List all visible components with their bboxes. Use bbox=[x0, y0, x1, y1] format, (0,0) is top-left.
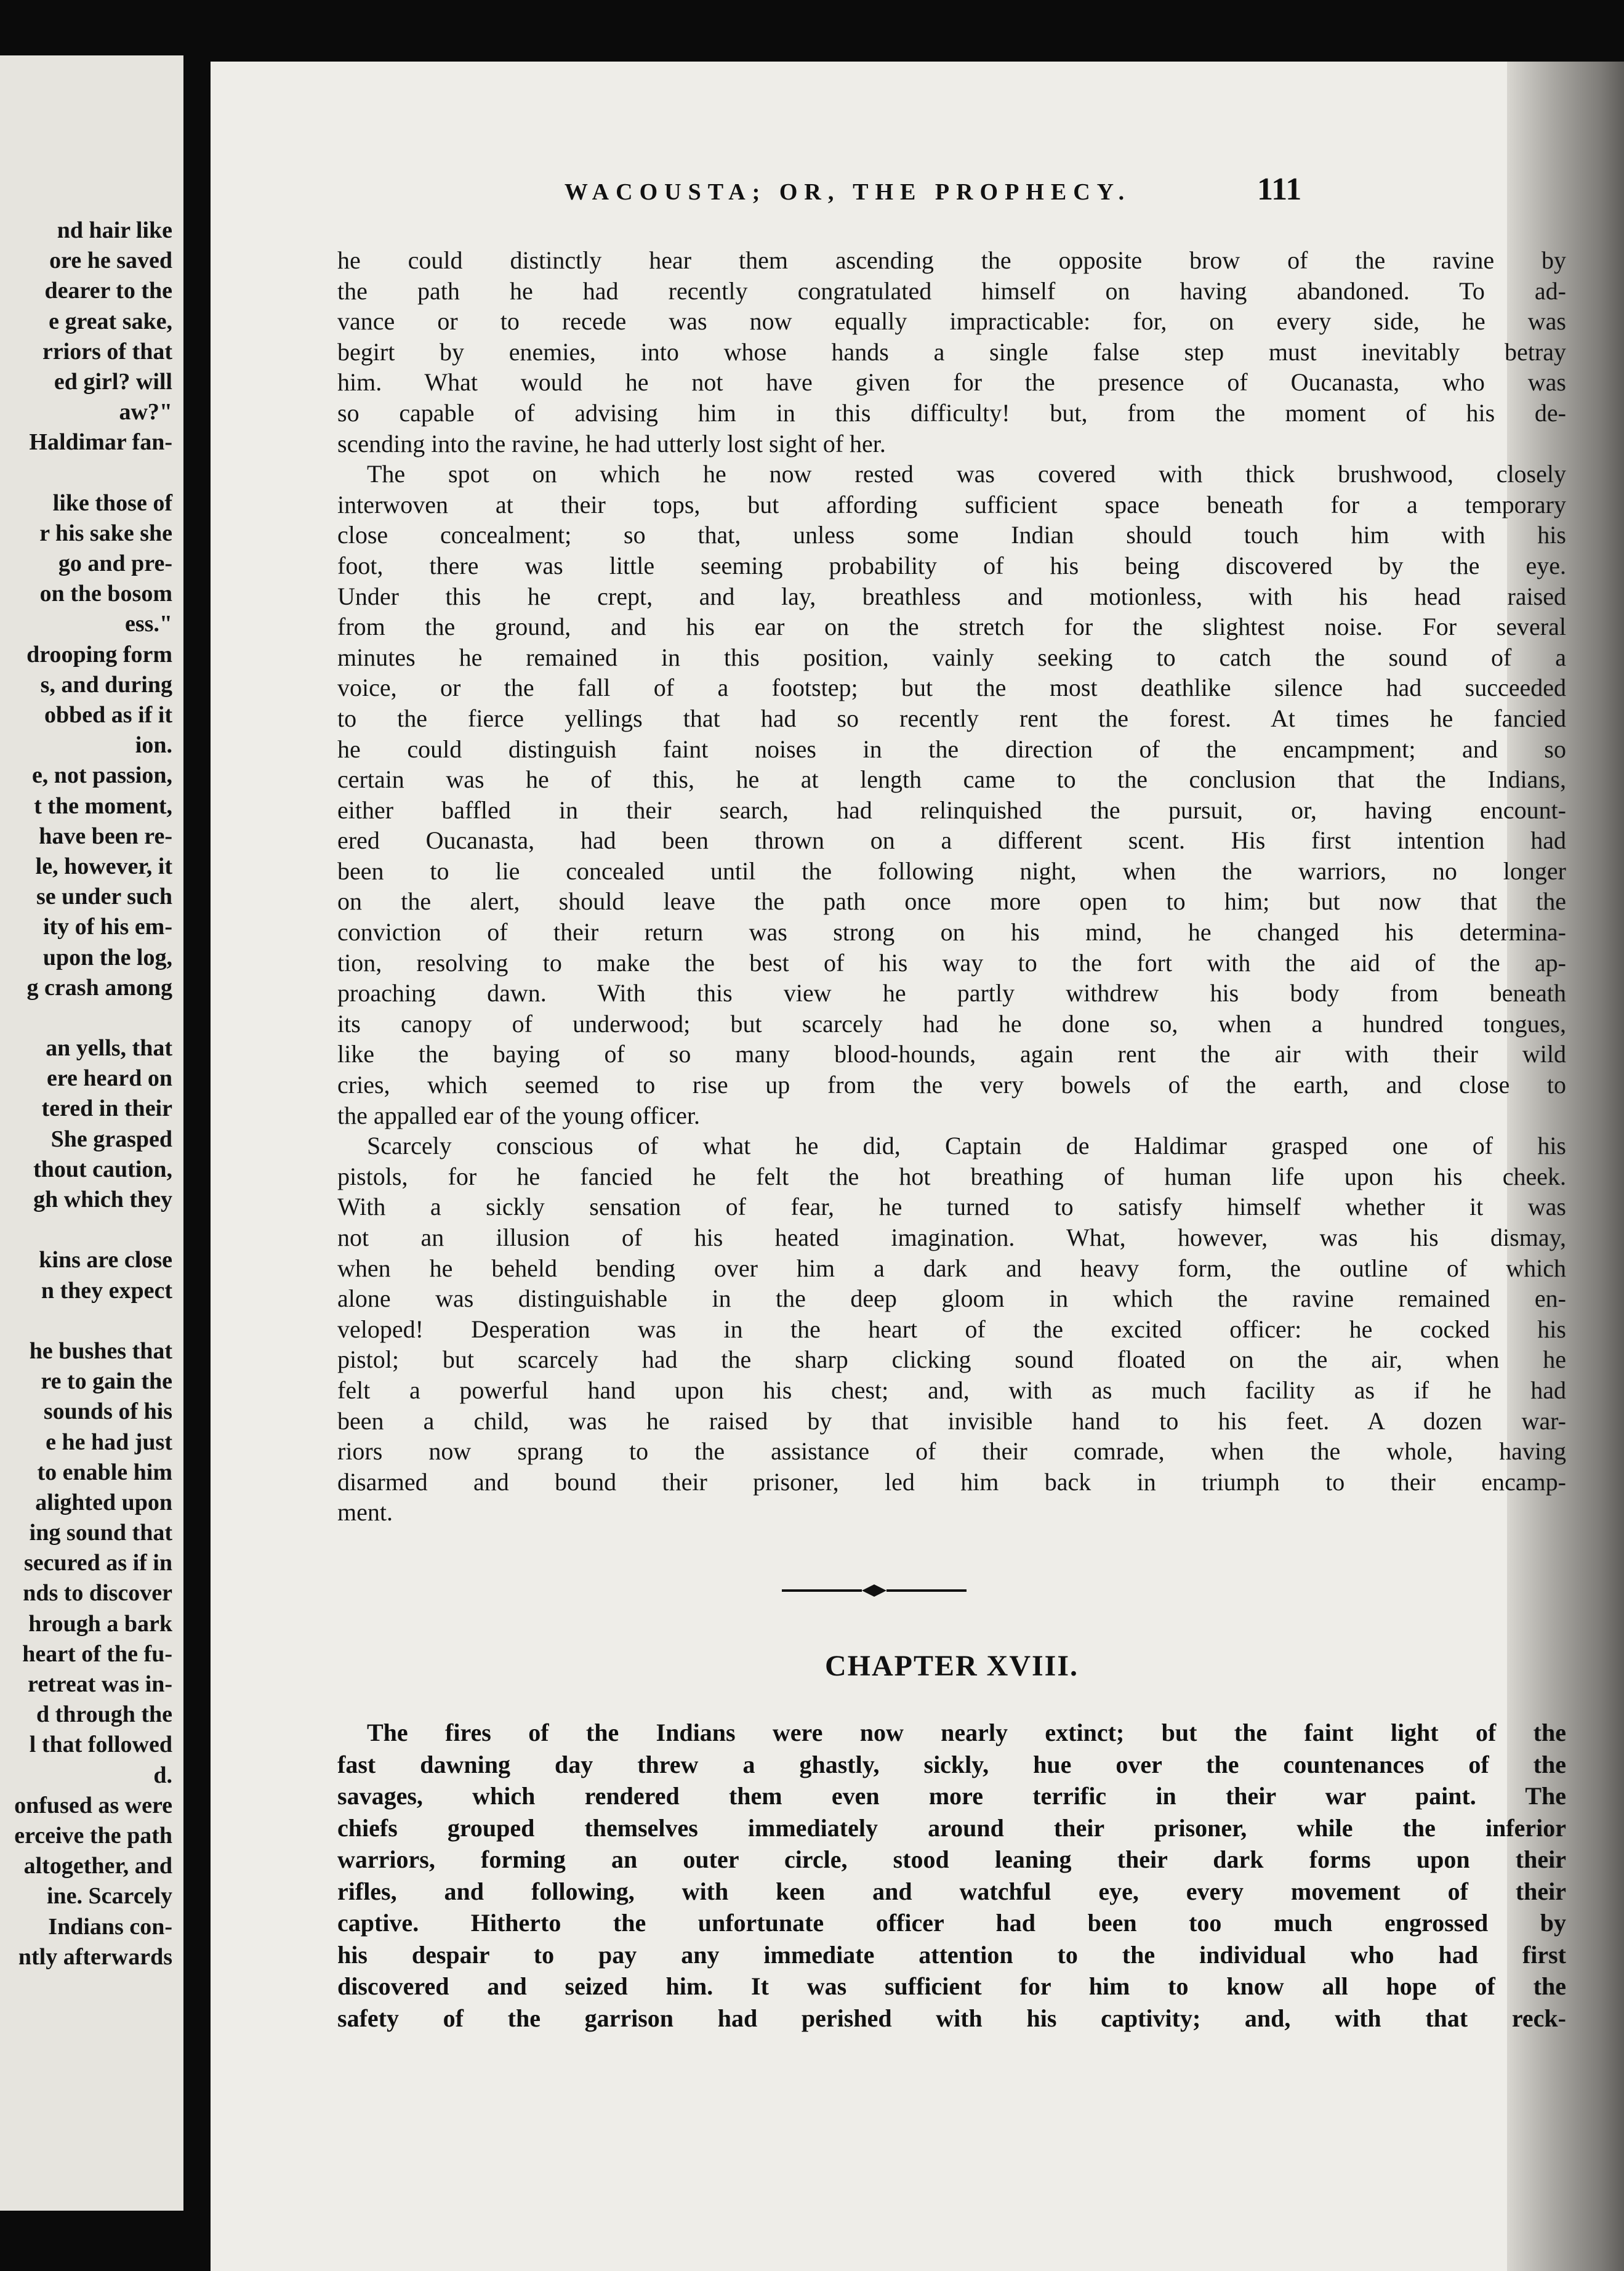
text-line: scending into the ravine, he had utterly lost sight of her. bbox=[337, 429, 886, 458]
left-page-line: drooping form bbox=[26, 641, 172, 668]
text-line: he could distinguish faint noises in the direction of the encampment; and so bbox=[337, 735, 1566, 763]
text-line: the path he had recently congratulated himself on having abandoned. To ad- bbox=[337, 276, 1566, 305]
text-line: like the baying of so many blood-hounds, again rent the air with their wild bbox=[337, 1040, 1566, 1068]
left-page-line: hrough a bark bbox=[28, 1610, 172, 1637]
left-page-line: an yells, that bbox=[46, 1035, 172, 1062]
left-page-line: thout caution, bbox=[33, 1156, 172, 1182]
text-line: interwoven at their tops, but affording sufficient space beneath for a temporary bbox=[337, 490, 1566, 518]
left-page-line: tered in their bbox=[41, 1095, 172, 1122]
text-line: Scarcely conscious of what he did, Captain de Haldimar grasped one of his bbox=[367, 1132, 1566, 1160]
text-line: either baffled in their search, had relinquished the pursuit, or, having encount- bbox=[337, 796, 1566, 824]
text-line: tion, resolving to make the best of his way to the fort with the aid of the ap- bbox=[337, 948, 1566, 977]
left-page-line: s, and during bbox=[40, 671, 172, 698]
left-page-line: d. bbox=[153, 1762, 172, 1788]
left-page-line: like those of bbox=[52, 490, 172, 516]
text-line: With a sickly sensation of fear, he turned to satisfy himself whether it was bbox=[337, 1193, 1566, 1221]
left-page-line: ore he saved bbox=[49, 248, 172, 274]
left-page-line: t the moment, bbox=[34, 793, 172, 819]
left-page-line: heart of the fu- bbox=[22, 1640, 172, 1667]
left-page-line: Haldimar fan- bbox=[29, 429, 172, 456]
left-page-line: nd hair like bbox=[57, 217, 172, 243]
left-page-line: to enable him bbox=[37, 1459, 172, 1485]
text-line: on the alert, should leave the path once more open to him; but now that the bbox=[337, 887, 1566, 916]
chapter-text-line: savages, which rendered them even more terrific in their war paint. The bbox=[337, 1782, 1566, 1810]
body-text bbox=[337, 245, 1566, 1528]
left-page-line: sounds of his bbox=[43, 1398, 172, 1425]
left-page-line: ing sound that bbox=[29, 1520, 172, 1546]
text-line: from the ground, and his ear on the stretch for the slightest noise. For several bbox=[337, 613, 1566, 641]
left-page-line: obbed as if it bbox=[44, 702, 172, 728]
left-page-line: ere heard on bbox=[46, 1065, 172, 1092]
left-page-line: kins are close bbox=[39, 1247, 172, 1273]
left-page-line: nds to discover bbox=[23, 1580, 172, 1607]
text-line: vance or to recede was now equally impracticable: for, on every side, he was bbox=[337, 307, 1566, 336]
left-page-line: e he had just bbox=[46, 1429, 172, 1455]
left-page-line: re to gain the bbox=[41, 1368, 172, 1395]
left-page-line: secured as if in bbox=[23, 1550, 172, 1576]
text-line: disarmed and bound their prisoner, led him back in triumph to their encamp- bbox=[337, 1467, 1566, 1496]
page-number: 111 bbox=[1257, 172, 1302, 207]
text-line: minutes he remained in this position, vainly seeking to catch the sound of a bbox=[337, 643, 1566, 671]
text-line: its canopy of underwood; but scarcely had he done so, when a hundred tongues, bbox=[337, 1009, 1566, 1038]
left-page-line: onfused as were bbox=[14, 1792, 172, 1818]
text-line: so capable of advising him in this difficulty! but, from the moment of his de- bbox=[337, 398, 1566, 427]
left-page-line: alighted upon bbox=[35, 1489, 172, 1515]
left-page-line: aw?" bbox=[119, 399, 172, 426]
text-line: riors now sprang to the assistance of their comrade, when the whole, having bbox=[337, 1437, 1566, 1466]
text-line: Under this he crept, and lay, breathless and motionless, with his head raised bbox=[337, 582, 1566, 610]
chapter-text-line: safety of the garrison had perished with his captivity; and, with that reck- bbox=[337, 2004, 1566, 2032]
running-head: WACOUSTA; OR, THE PROPHECY. bbox=[564, 179, 1132, 205]
text-line: conviction of their return was strong on his mind, he changed his determina- bbox=[337, 918, 1566, 946]
text-line: veloped! Desperation was in the heart of the excited officer: he cocked his bbox=[337, 1315, 1566, 1343]
left-page-line: d through the bbox=[36, 1701, 172, 1728]
text-line: to the fierce yellings that had so recently rent the forest. At times he fancied bbox=[337, 704, 1566, 732]
left-page-line bbox=[0, 1306, 172, 1336]
right-page bbox=[211, 62, 1624, 2271]
left-page-fragment bbox=[0, 55, 183, 2211]
left-page-line: ess." bbox=[124, 611, 172, 637]
left-page-line: upon the log, bbox=[42, 944, 172, 970]
left-page-line: erceive the path bbox=[14, 1822, 172, 1849]
left-page-line: he bushes that bbox=[29, 1337, 172, 1364]
left-page-line bbox=[0, 1003, 172, 1033]
text-line: not an illusion of his heated imagination. What, however, was his dismay, bbox=[337, 1224, 1566, 1251]
chapter-text-line: discovered and seized him. It was sufficient for him to know all hope of the bbox=[337, 1972, 1566, 2000]
left-page-line: le, however, it bbox=[35, 853, 172, 879]
left-page-line: ion. bbox=[135, 732, 172, 759]
text-line: he could distinctly hear them ascending the opposite brow of the ravine by bbox=[337, 246, 1566, 274]
text-line: The spot on which he now rested was covered with thick brushwood, closely bbox=[367, 460, 1566, 488]
text-line: pistol; but scarcely had the sharp clicking sound floated on the air, when he bbox=[337, 1345, 1566, 1374]
left-page-line: go and pre- bbox=[58, 551, 172, 577]
text-line: pistols, for he fancied he felt the hot breathing of human life upon his cheek. bbox=[337, 1162, 1566, 1190]
chapter-text-line: captive. Hitherto the unfortunate officer had been too much engrossed by bbox=[337, 1909, 1566, 1937]
text-line: alone was distinguishable in the deep gloom in which the ravine remained en- bbox=[337, 1285, 1566, 1313]
left-page-line: ed girl? will bbox=[54, 368, 172, 395]
left-page-line: She grasped bbox=[50, 1126, 172, 1152]
left-page-line: ntly afterwards bbox=[18, 1943, 172, 1970]
left-page-line: ity of his em- bbox=[42, 914, 172, 940]
text-line: when he beheld bending over him a dark and heavy form, the outline of which bbox=[337, 1254, 1566, 1282]
text-line: been to lie concealed until the following night, when the warriors, no longer bbox=[337, 857, 1566, 885]
text-line: foot, there was little seeming probability of his being discovered by the eye. bbox=[337, 551, 1566, 579]
text-line: close concealment; so that, unless some Indian should touch him with his bbox=[337, 521, 1566, 549]
chapter-text bbox=[337, 1717, 1566, 2034]
left-page-line: retreat was in- bbox=[28, 1671, 172, 1697]
text-line: ment. bbox=[337, 1498, 393, 1527]
text-line: voice, or the fall of a footstep; but the most deathlike silence had succeeded bbox=[337, 674, 1566, 702]
text-line: ered Oucanasta, had been thrown on a different scent. His first intention had bbox=[337, 826, 1566, 855]
text-line: felt a powerful hand upon his chest; and, with as much facility as if he had bbox=[337, 1376, 1566, 1404]
left-page-line bbox=[0, 458, 172, 488]
left-page-text bbox=[0, 216, 172, 1972]
left-page-line: have been re- bbox=[39, 823, 172, 849]
left-page-line: e, not passion, bbox=[31, 762, 172, 789]
text-line: been a child, was he raised by that invisible hand to his feet. A dozen war- bbox=[337, 1406, 1566, 1435]
chapter-text-line: fast dawning day threw a ghastly, sickly, hue over the countenances of the bbox=[337, 1750, 1566, 1778]
text-line: certain was he of this, he at length came to the conclusion that the Indians, bbox=[337, 765, 1566, 794]
left-page-line: l that followed bbox=[29, 1732, 172, 1758]
left-page-line bbox=[0, 1215, 172, 1245]
left-page-line: Indians con- bbox=[48, 1913, 172, 1940]
text-line: the appalled ear of the young officer. bbox=[337, 1101, 701, 1129]
left-page-line: r his sake she bbox=[39, 520, 172, 546]
section-ornament bbox=[782, 1581, 967, 1600]
left-page-line: rriors of that bbox=[42, 338, 172, 365]
chapter-text-line: chiefs grouped themselves immediately around their prisoner, while the inferior bbox=[337, 1813, 1566, 1842]
left-page-line: gh which they bbox=[33, 1187, 172, 1212]
left-page-line: n they expect bbox=[41, 1277, 172, 1304]
left-page-line: se under such bbox=[36, 884, 172, 910]
text-line: proaching dawn. With this view he partly withdrew his body from beneath bbox=[337, 979, 1566, 1007]
text-line: cries, which seemed to rise up from the very bowels of the earth, and close to bbox=[337, 1071, 1566, 1099]
left-page-line: dearer to the bbox=[44, 278, 172, 304]
chapter-text-line: The fires of the Indians were now nearly extinct; but the faint light of the bbox=[367, 1719, 1566, 1746]
left-page-line: ine. Scarcely bbox=[46, 1883, 172, 1910]
left-page-line: g crash among bbox=[26, 974, 172, 1001]
left-page-line: on the bosom bbox=[39, 581, 172, 607]
chapter-text-line: warriors, forming an outer circle, stood leaning their dark forms upon their bbox=[337, 1845, 1566, 1873]
left-page-line: altogether, and bbox=[23, 1853, 172, 1879]
text-line: begirt by enemies, into whose hands a single false step must inevitably betray bbox=[337, 337, 1566, 366]
text-line: him. What would he not have given for the presence of Oucanasta, who was bbox=[337, 368, 1566, 397]
left-page-line: e great sake, bbox=[49, 308, 172, 334]
chapter-text-line: his despair to pay any immediate attention to the individual who had first bbox=[337, 1940, 1566, 1969]
chapter-text-line: rifles, and following, with keen and watchful eye, every movement of their bbox=[337, 1877, 1566, 1905]
chapter-heading: CHAPTER XVIII. bbox=[824, 1650, 1079, 1682]
